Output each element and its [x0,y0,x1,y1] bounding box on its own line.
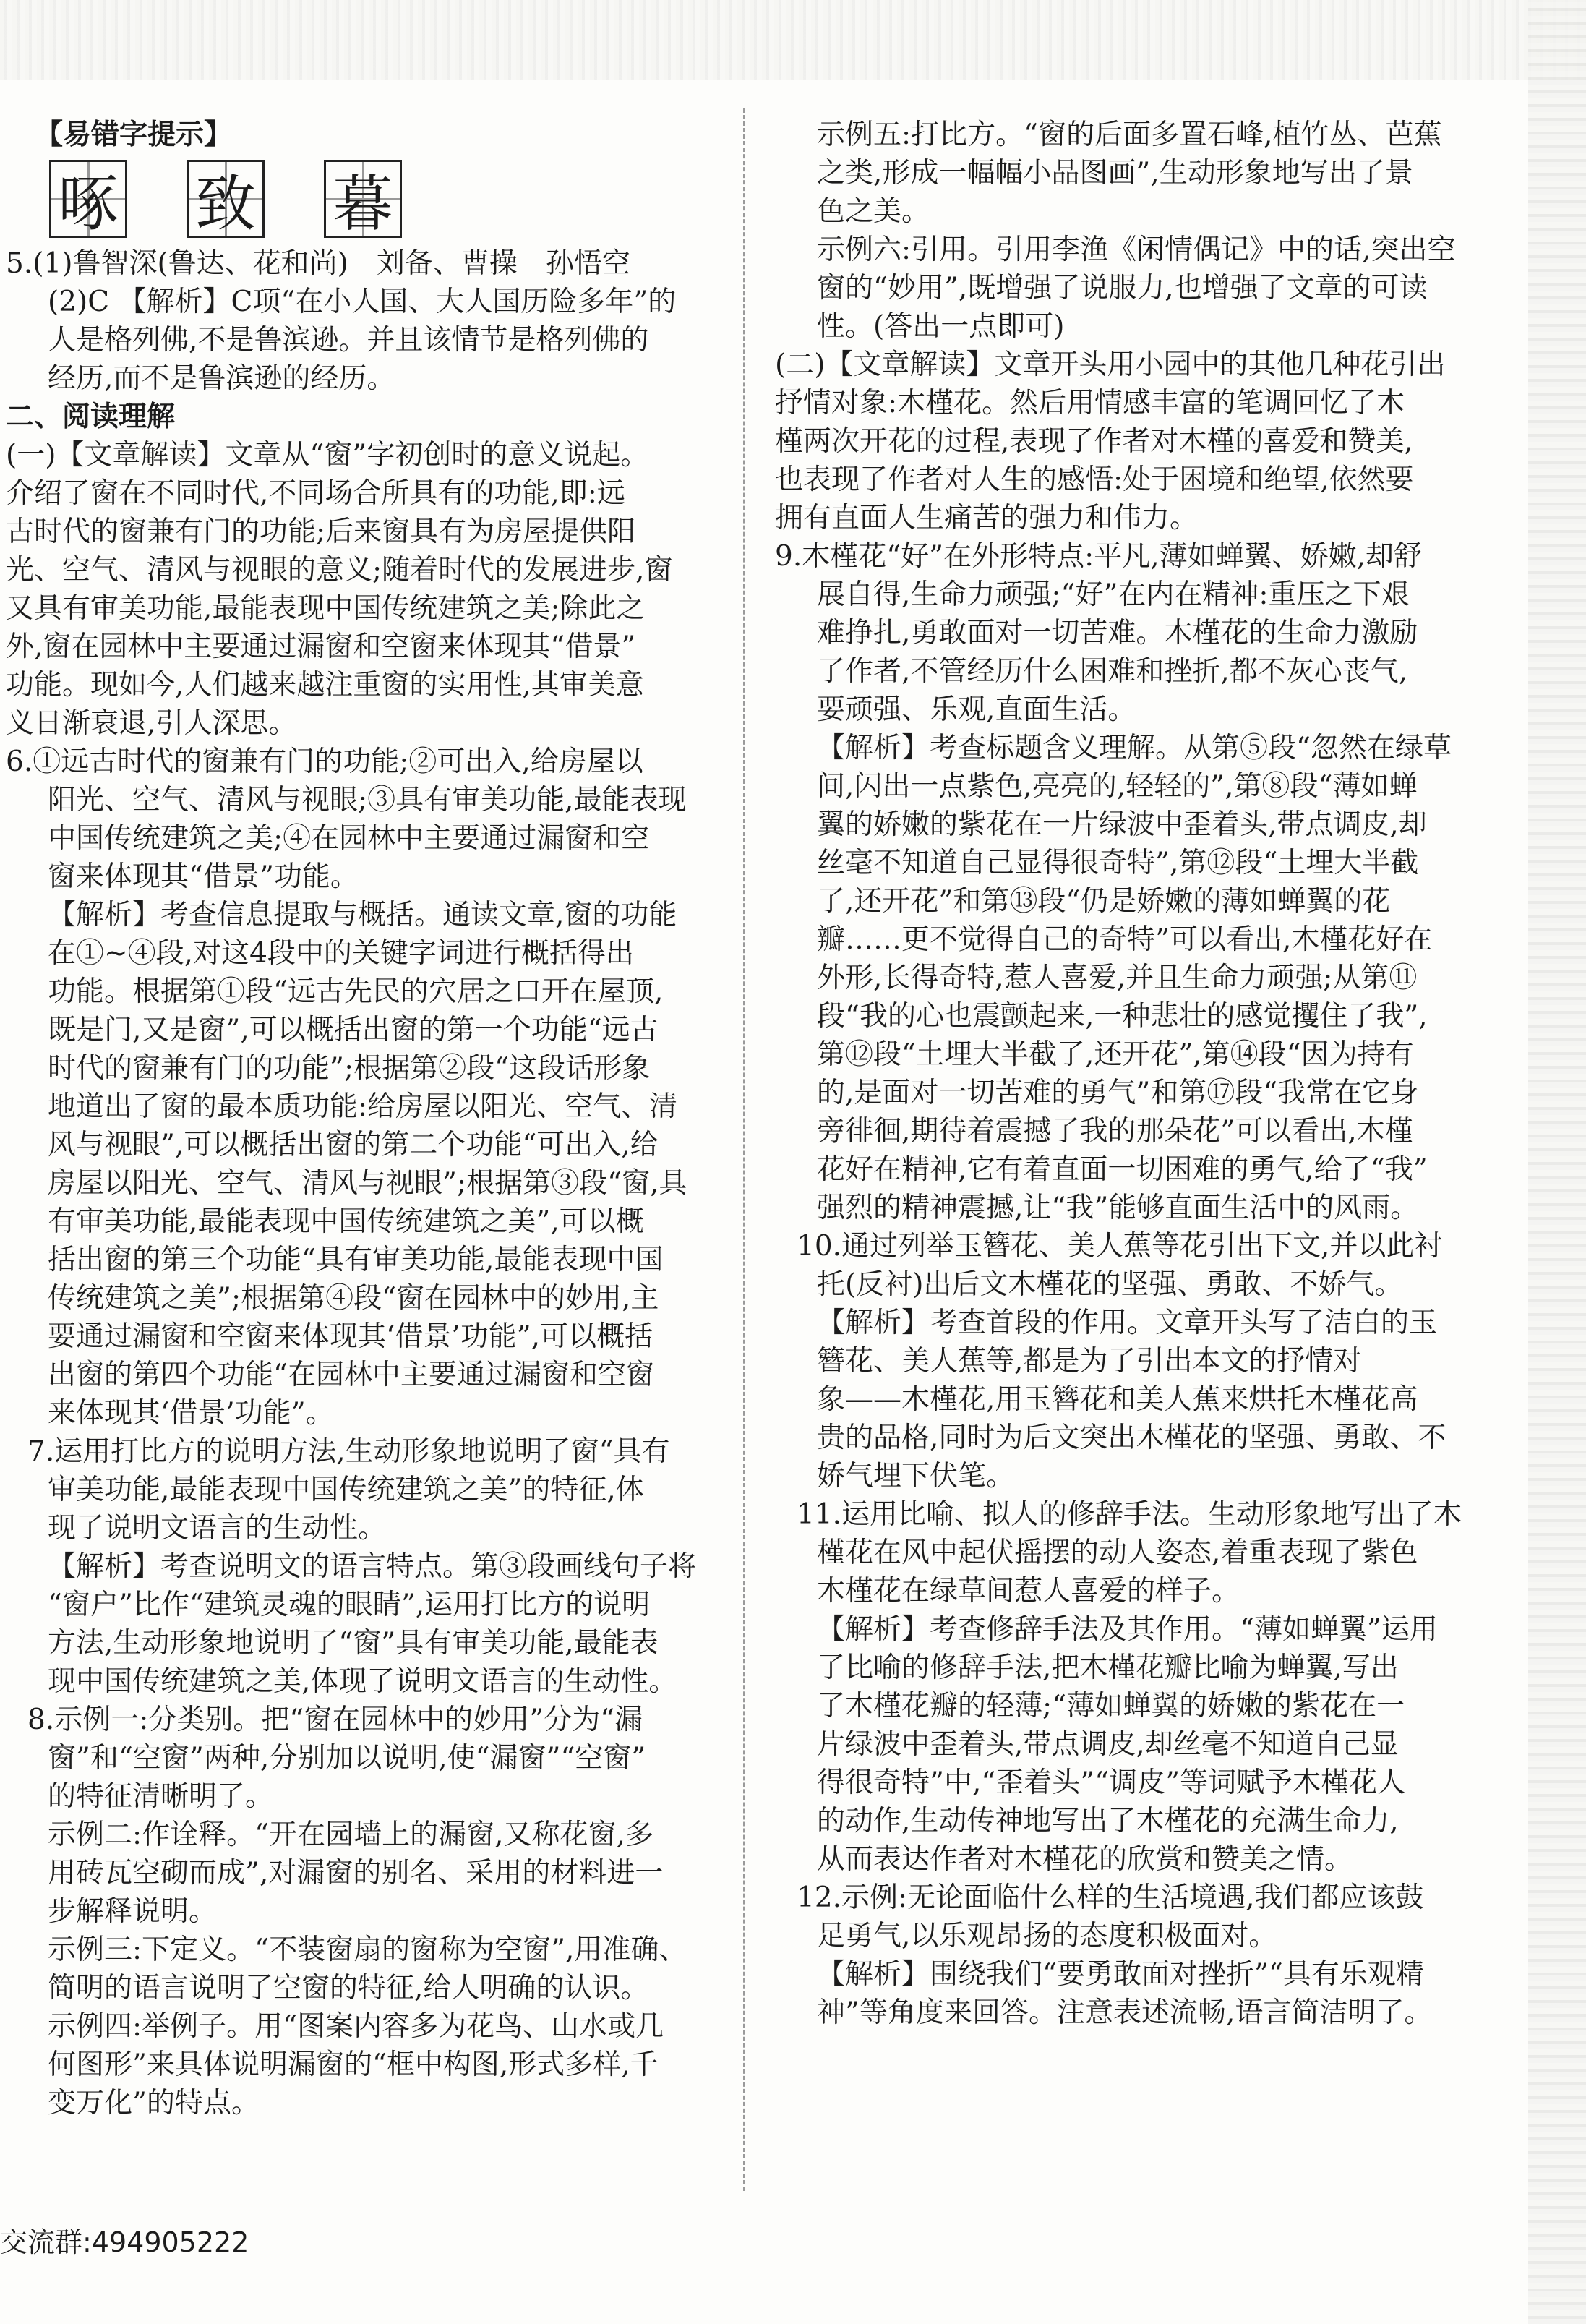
text-line: 人是格列佛,不是鲁滨逊。并且该情节是格列佛的 [48,324,649,356]
text-line: 用砖瓦空砌而成”,对漏窗的别名、采用的材料进一 [48,1857,664,1889]
text-line: 旁徘徊,期待着震撼了我的那朵花”可以看出,木槿 [817,1115,1413,1148]
text-line: 经历,而不是鲁滨逊的经历。 [48,362,395,395]
text-line: 了作者,不管经历什么困难和挫折,都不灰心丧气, [817,655,1408,688]
text-line: 有审美功能,最能表现中国传统建筑之美”,可以概 [48,1205,644,1238]
text-line: 现了说明文语言的生动性。 [48,1512,387,1545]
text-line: 示例六:引用。引用李渔《闲情偶记》中的话,突出空 [817,234,1456,266]
text-line: 步解释说明。 [48,1895,218,1928]
text-line: 了比喻的修辞手法,把木槿花瓣比喻为蝉翼,写出 [817,1652,1399,1684]
text-line: 5.(1)鲁智深(鲁达、花和尚) 刘备、曹操 孙悟空 [6,247,630,280]
text-line: 【解析】考查首段的作用。文章开头写了洁白的玉 [817,1307,1438,1339]
text-line: 要通过漏窗和空窗来体现其‘借景’功能”,可以概括 [48,1320,653,1353]
text-line: 花好在精神,它有着直面一切困难的勇气,给了“我” [817,1153,1428,1186]
text-line: 方法,生动形象地说明了“窗”具有审美功能,最能表 [48,1627,659,1659]
text-line: 来体现其‘借景’功能”。 [48,1397,334,1430]
text-line: (一)【文章解读】文章从“窗”字初创时的意义说起。 [6,439,649,471]
text-line: 的,是面对一切苦难的勇气”和第⑰段“我常在它身 [817,1077,1419,1109]
text-line: 色之美。 [817,195,930,228]
text-line: 也表现了作者对人生的感悟:处于困境和绝望,依然要 [775,463,1414,496]
text-line: 7.运用打比方的说明方法,生动形象地说明了窗“具有 [27,1435,670,1468]
text-line: 了,还开花”和第⑬段“仍是娇嫩的薄如蝉翼的花 [817,885,1391,918]
text-line: 足勇气,以乐观昂扬的态度积极面对。 [817,1920,1277,1952]
text-line: 瓣……更不觉得自己的奇特”可以看出,木槿花好在 [817,923,1433,956]
text-line: 现中国传统建筑之美,体现了说明文语言的生动性。 [48,1665,677,1698]
text-line: (2)C 【解析】C项“在小人国、大人国历险多年”的 [48,286,677,318]
column-divider [743,108,745,2191]
text-line: 中国传统建筑之美;④在园林中主要通过漏窗和空 [48,822,650,855]
left-text-lines [6,244,729,2122]
text-line: 阳光、空气、清风与视眼;③具有审美功能,最能表现 [48,784,687,816]
text-line: 木槿花在绿草间惹人喜爱的样子。 [817,1575,1240,1607]
text-line: 12.示例:无论面临什么样的生活境遇,我们都应该鼓 [797,1881,1424,1914]
text-line: 在①~④段,对这4段中的关键字词进行概括得出 [48,937,634,970]
text-line: 强烈的精神震撼,让“我”能够直面生活中的风雨。 [817,1192,1419,1224]
text-line: 地道出了窗的最本质功能:给房屋以阳光、空气、清 [48,1090,678,1123]
text-line: 何图形”来具体说明漏窗的“框中构图,形式多样,千 [48,2049,659,2081]
text-line: 间,闪出一点紫色,亮亮的,轻轻的”,第⑧段“薄如蝉 [817,770,1418,803]
text-line: 抒情对象:木槿花。然后用情感丰富的笔调回忆了木 [775,387,1405,419]
text-line: 的特征清晰明了。 [48,1780,274,1813]
text-line: 【解析】围绕我们“要勇敢面对挫折”“具有乐观精 [817,1958,1424,1991]
tip-char-box [187,160,265,238]
text-line: 丝毫不知道自己显得很奇特”,第⑫段“土埋大半截 [817,847,1419,879]
right-text-lines [775,116,1523,2032]
text-line: 变万化”的特点。 [48,2087,260,2119]
text-line: 介绍了窗在不同时代,不同场合所具有的功能,即:远 [6,477,625,510]
text-line: 审美功能,最能表现中国传统建筑之美”的特征,体 [48,1474,644,1506]
text-line: 义日渐衰退,引人深思。 [6,707,297,740]
left-column [6,116,729,2122]
text-line: 功能。现如今,人们越来越注重窗的实用性,其审美意 [6,669,644,701]
text-line: 得很奇特”中,“歪着头”“调皮”等词赋予木槿花人 [817,1767,1406,1799]
text-line: 了木槿花瓣的轻薄;“薄如蝉翼的娇嫩的紫花在一 [817,1690,1405,1722]
text-line: 要顽强、乐观,直面生活。 [817,693,1136,726]
text-line: 10.通过列举玉簪花、美人蕉等花引出下文,并以此衬 [797,1230,1443,1263]
tip-chars [6,154,729,244]
text-line: 窗来体现其“借景”功能。 [48,860,359,893]
text-line: 神”等角度来回答。注意表述流畅,语言简洁明了。 [817,1996,1433,2029]
text-line: 8.示例一:分类别。把“窗在园林中的妙用”分为“漏 [27,1704,643,1736]
text-line: 槿两次开花的过程,表现了作者对木槿的喜爱和赞美, [775,425,1413,458]
text-line: 段“我的心也震颤起来,一种悲壮的感觉攫住了我”, [817,1000,1428,1033]
text-line: 功能。根据第①段“远古先民的穴居之口开在屋顶, [48,975,664,1008]
scan-texture-right [1528,0,1586,2324]
text-line: 从而表达作者对木槿花的欣赏和赞美之情。 [817,1843,1353,1876]
text-line: 第⑫段“土埋大半截了,还开花”,第⑭段“因为持有 [817,1038,1414,1071]
text-line: (二)【文章解读】文章开头用小园中的其他几种花引出 [775,349,1446,381]
text-line: 示例三:下定义。“不装窗扇的窗称为空窗”,用准确、 [48,1934,687,1966]
text-line: 象——木槿花,用玉簪花和美人蕉来烘托木槿花高 [817,1383,1418,1416]
text-line: 简明的语言说明了空窗的特征,给人明确的认识。 [48,1972,649,2004]
text-line: 括出窗的第三个功能“具有审美功能,最能表现中国 [48,1244,664,1276]
tip-char: 致 [194,168,256,239]
text-line: 二、阅读理解 [6,401,176,433]
text-line: 外,窗在园林中主要通过漏窗和空窗来体现其“借景” [6,631,636,663]
text-line: 风与视眼”,可以概括出窗的第二个功能“可出入,给 [48,1129,659,1161]
text-line: 光、空气、清风与视眼的意义;随着时代的发展进步,窗 [6,554,673,586]
text-line: 窗的“妙用”,既增强了说服力,也增强了文章的可读 [817,272,1428,304]
tip-title: 【易错字提示】 [35,119,233,151]
tip-char: 啄 [57,168,119,239]
tip-char-box [49,160,127,238]
footer-group-number: 交流群:494905222 [0,2226,249,2258]
text-line: 性。(答出一点即可) [817,310,1065,343]
text-line: 【解析】考查标题含义理解。从第⑤段“忽然在绿草 [817,732,1452,764]
text-line: 示例二:作诠释。“开在园墙上的漏窗,又称花窗,多 [48,1819,653,1851]
text-line: 之类,形成一幅幅小品图画”,生动形象地写出了景 [817,157,1413,189]
text-line: 翼的娇嫩的紫花在一片绿波中歪着头,带点调皮,却 [817,808,1427,841]
text-line: 11.运用比喻、拟人的修辞手法。生动形象地写出了木 [797,1498,1462,1531]
tip-char-box [324,160,402,238]
text-line: 既是门,又是窗”,可以概括出窗的第一个功能“远古 [48,1014,659,1046]
text-line: 示例五:打比方。“窗的后面多置石峰,植竹丛、芭蕉 [817,119,1442,151]
text-line: 房屋以阳光、空气、清风与视眼”;根据第③段“窗,具 [48,1167,687,1200]
scan-texture-top [0,0,1586,80]
tip-char: 暮 [332,168,393,239]
text-line: 古时代的窗兼有门的功能;后来窗具有为房屋提供阳 [6,516,636,548]
text-line: 的动作,生动传神地写出了木槿花的充满生命力, [817,1805,1399,1837]
text-line: 9.木槿花“好”在外形特点:平凡,薄如蝉翼、娇嫩,却舒 [775,540,1423,573]
text-line: 拥有直面人生痛苦的强力和伟力。 [775,502,1199,534]
text-line: 窗”和“空窗”两种,分别加以说明,使“漏窗”“空窗” [48,1742,646,1774]
text-line: 簪花、美人蕉等,都是为了引出本文的抒情对 [817,1345,1362,1377]
text-line: 【解析】考查说明文的语言特点。第③段画线句子将 [48,1550,697,1583]
text-line: 难挣扎,勇敢面对一切苦难。木槿花的生命力激励 [817,617,1418,649]
text-line: 【解析】考查修辞手法及其作用。“薄如蝉翼”运用 [817,1613,1438,1646]
text-line: “窗户”比作“建筑灵魂的眼睛”,运用打比方的说明 [48,1589,651,1621]
text-line: 又具有审美功能,最能表现中国传统建筑之美;除此之 [6,592,645,625]
text-line: 贵的品格,同时为后文突出木槿花的坚强、勇敢、不 [817,1422,1446,1454]
right-column [775,116,1523,2032]
text-line: 【解析】考查信息提取与概括。通读文章,窗的功能 [48,899,677,931]
text-line: 展自得,生命力顽强;“好”在内在精神:重压之下艰 [817,578,1410,611]
text-line: 娇气埋下伏笔。 [817,1460,1015,1492]
text-line: 6.①远古时代的窗兼有门的功能;②可出入,给房屋以 [6,746,643,778]
text-line: 外形,长得奇特,惹人喜爱,并且生命力顽强;从第⑪ [817,962,1418,994]
text-line: 出窗的第四个功能“在园林中主要通过漏窗和空窗 [48,1359,654,1391]
text-line: 时代的窗兼有门的功能”;根据第②段“这段话形象 [48,1052,651,1085]
text-line: 片绿波中歪着头,带点调皮,却丝毫不知道自己显 [817,1728,1399,1761]
text-line: 示例四:举例子。用“图案内容多为花鸟、山水或几 [48,2010,664,2043]
text-line: 传统建筑之美”;根据第④段“窗在园林中的妙用,主 [48,1282,659,1315]
text-line: 槿花在风中起伏摇摆的动人姿态,着重表现了紫色 [817,1537,1418,1569]
text-line: 托(反衬)出后文木槿花的坚强、勇敢、不娇气。 [817,1268,1403,1301]
